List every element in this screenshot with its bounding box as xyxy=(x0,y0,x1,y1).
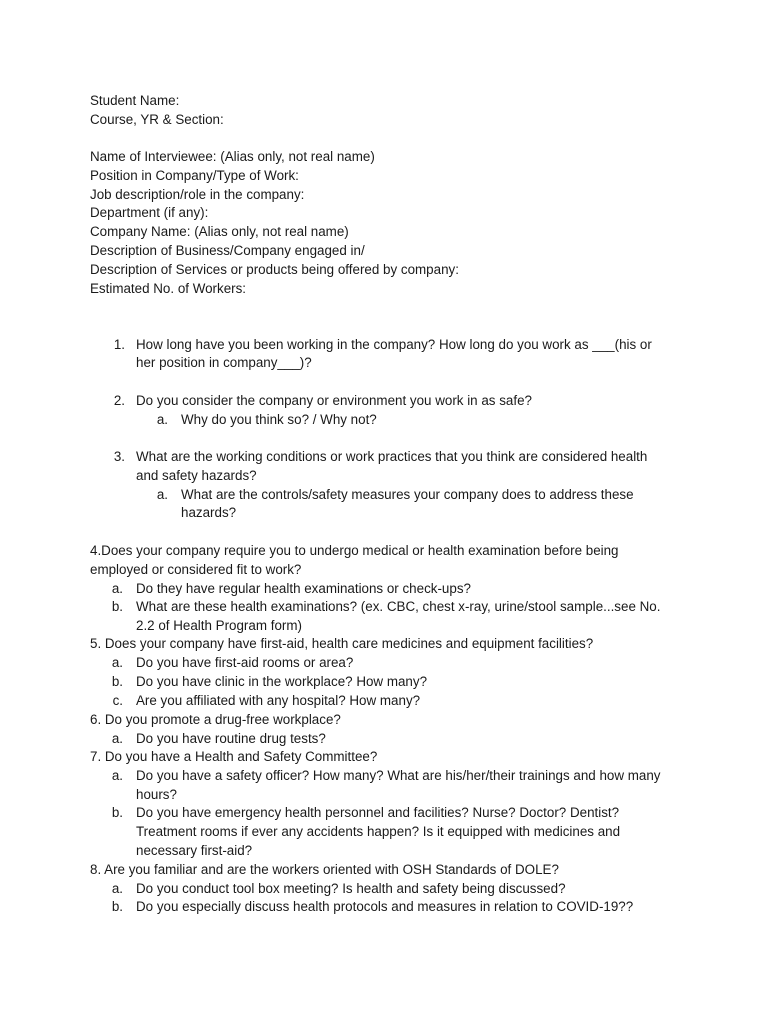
question-1-number: 1. xyxy=(113,337,125,352)
question-2-number: 2. xyxy=(113,393,125,408)
question-7b-label: b. xyxy=(111,805,123,820)
question-5a-text: Do you have first-aid rooms or area? xyxy=(136,655,354,670)
question-5a-label: a. xyxy=(111,655,123,670)
info-department: Department (if any): xyxy=(90,205,209,220)
question-6a-label: a. xyxy=(111,731,123,746)
question-2a-text: Why do you think so? / Why not? xyxy=(181,412,377,427)
question-7b-line1: Do you have emergency health personnel and facilities? Nurse? Doctor? Dentist? xyxy=(136,805,620,820)
question-3-number: 3. xyxy=(113,449,125,464)
question-3-line2: and safety hazards? xyxy=(136,468,257,483)
question-2-text: Do you consider the company or environment you work in as safe? xyxy=(136,393,532,408)
info-interviewee: Name of Interviewee: (Alias only, not real name) xyxy=(90,149,375,164)
question-7a-label: a. xyxy=(111,768,123,783)
question-7a-line1: Do you have a safety officer? How many? What are his/her/their trainings and how many xyxy=(136,768,661,783)
info-workers-count: Estimated No. of Workers: xyxy=(90,281,247,296)
question-1-line2: her position in company___)? xyxy=(136,355,312,370)
info-job-description: Job description/role in the company: xyxy=(90,187,305,202)
question-5b-label: b. xyxy=(111,674,123,689)
question-3a-line2: hazards? xyxy=(181,505,237,520)
question-7-text: 7. Do you have a Health and Safety Committee? xyxy=(90,749,378,764)
question-4-line1: 4.Does your company require you to undergo medical or health examination before being xyxy=(90,543,619,558)
question-1-line1: How long have you been working in the company? How long do you work as ___(his or xyxy=(136,337,652,352)
question-4b-line2: 2.2 of Health Program form) xyxy=(136,618,302,633)
question-8a-label: a. xyxy=(111,881,123,896)
question-8-text: 8. Are you familiar and are the workers oriented with OSH Standards of DOLE? xyxy=(90,862,559,877)
question-7b-line2: Treatment rooms if ever any accidents happen? Is it equipped with medicines and xyxy=(136,824,621,839)
question-5c-text: Are you affiliated with any hospital? How many? xyxy=(136,693,421,708)
question-8b-label: b. xyxy=(111,899,123,914)
question-4-line2: employed or considered fit to work? xyxy=(90,562,302,577)
question-3a-label: a. xyxy=(156,487,168,502)
question-5-text: 5. Does your company have first-aid, health care medicines and equipment facilities? xyxy=(90,636,594,651)
info-position: Position in Company/Type of Work: xyxy=(90,168,299,183)
question-5c-label: c. xyxy=(112,693,123,708)
question-2a-label: a. xyxy=(156,412,168,427)
question-7b-line3: necessary first-aid? xyxy=(136,843,253,858)
question-8b-text: Do you especially discuss health protocols and measures in relation to COVID-19?? xyxy=(136,899,634,914)
question-6a-text: Do you have routine drug tests? xyxy=(136,731,326,746)
question-4a-label: a. xyxy=(111,581,123,596)
question-7a-line2: hours? xyxy=(136,787,177,802)
student-name-label: Student Name: xyxy=(90,93,180,108)
question-5b-text: Do you have clinic in the workplace? How many? xyxy=(136,674,428,689)
question-4b-line1: What are these health examinations? (ex. CBC, chest x-ray, urine/stool sample...see No. xyxy=(136,599,661,614)
course-section-label: Course, YR & Section: xyxy=(90,112,224,127)
question-6-text: 6. Do you promote a drug-free workplace? xyxy=(90,712,341,727)
question-3-line1: What are the working conditions or work practices that you think are considered health xyxy=(136,449,648,464)
question-4a-text: Do they have regular health examinations or check-ups? xyxy=(136,581,471,596)
info-company-name: Company Name: (Alias only, not real name) xyxy=(90,224,349,239)
question-4b-label: b. xyxy=(111,599,123,614)
question-3a-line1: What are the controls/safety measures your company does to address these xyxy=(181,487,634,502)
info-business-description: Description of Business/Company engaged in/ xyxy=(90,243,365,258)
info-services-description: Description of Services or products being offered by company: xyxy=(90,262,459,277)
question-8a-text: Do you conduct tool box meeting? Is health and safety being discussed? xyxy=(136,881,566,896)
